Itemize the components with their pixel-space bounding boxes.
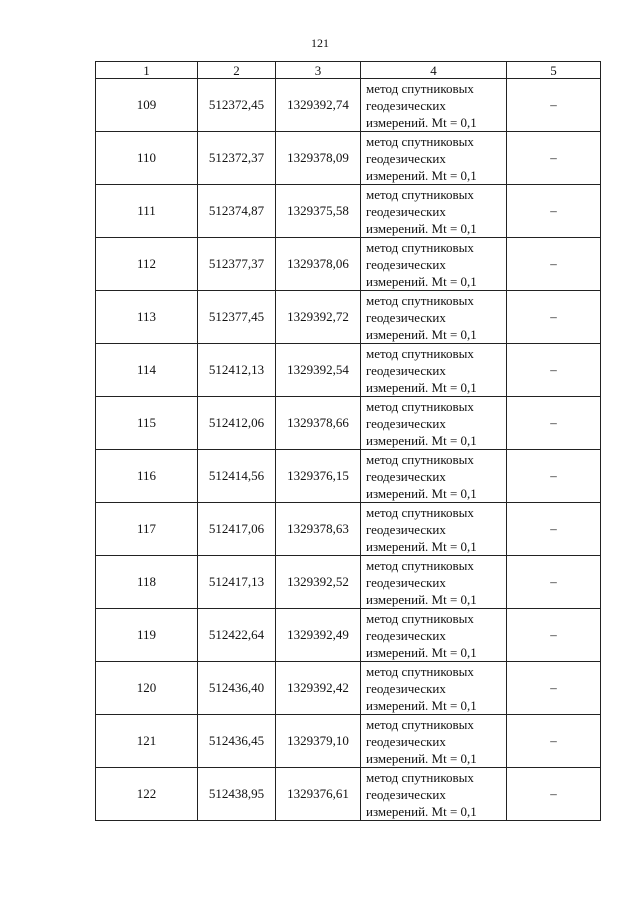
y-coordinate-cell: 1329375,58 — [276, 185, 361, 238]
table-row — [96, 397, 601, 450]
method-cell — [361, 662, 507, 715]
method-line: измерений. Mt = 0,1 — [366, 803, 477, 819]
method-line: измерений. Mt = 0,1 — [366, 326, 477, 342]
method-cell — [361, 556, 507, 609]
header-col-1: 1 — [96, 62, 198, 79]
method-line: измерений. Mt = 0,1 — [366, 114, 477, 130]
method-line: метод спутниковых — [366, 133, 474, 149]
method-line: измерений. Mt = 0,1 — [366, 379, 477, 395]
table-row — [96, 503, 601, 556]
table-row — [96, 715, 601, 768]
y-coordinate-cell: 1329378,06 — [276, 238, 361, 291]
y-coordinate-cell: 1329392,72 — [276, 291, 361, 344]
method-cell — [361, 344, 507, 397]
method-cell — [361, 291, 507, 344]
method-line: измерений. Mt = 0,1 — [366, 167, 477, 183]
point-number-cell: 110 — [96, 132, 198, 185]
x-coordinate-cell: 512417,06 — [198, 503, 276, 556]
note-cell: – — [507, 768, 601, 821]
y-coordinate-cell: 1329392,52 — [276, 556, 361, 609]
method-cell — [361, 185, 507, 238]
method-line: геодезических — [366, 97, 446, 113]
table-row — [96, 291, 601, 344]
method-line: метод спутниковых — [366, 345, 474, 361]
point-number-cell: 112 — [96, 238, 198, 291]
y-coordinate-cell: 1329392,54 — [276, 344, 361, 397]
point-number-cell: 111 — [96, 185, 198, 238]
method-line: метод спутниковых — [366, 80, 474, 96]
method-line: геодезических — [366, 680, 446, 696]
method-cell — [361, 450, 507, 503]
method-cell — [361, 609, 507, 662]
point-number-cell: 113 — [96, 291, 198, 344]
table-row — [96, 79, 601, 132]
x-coordinate-cell: 512377,37 — [198, 238, 276, 291]
coordinates-table — [95, 61, 601, 821]
method-line: измерений. Mt = 0,1 — [366, 220, 477, 236]
method-line: геодезических — [366, 256, 446, 272]
table-header-row — [96, 62, 601, 79]
method-line: геодезических — [366, 786, 446, 802]
point-number-cell: 117 — [96, 503, 198, 556]
method-line: метод спутниковых — [366, 451, 474, 467]
table-row — [96, 185, 601, 238]
method-line: геодезических — [366, 574, 446, 590]
point-number-cell: 119 — [96, 609, 198, 662]
point-number-cell: 118 — [96, 556, 198, 609]
method-line: метод спутниковых — [366, 504, 474, 520]
method-line: метод спутниковых — [366, 557, 474, 573]
table-row — [96, 609, 601, 662]
method-line: измерений. Mt = 0,1 — [366, 644, 477, 660]
method-line: метод спутниковых — [366, 186, 474, 202]
method-line: измерений. Mt = 0,1 — [366, 432, 477, 448]
y-coordinate-cell: 1329376,61 — [276, 768, 361, 821]
table-row — [96, 450, 601, 503]
method-line: измерений. Mt = 0,1 — [366, 697, 477, 713]
note-cell: – — [507, 132, 601, 185]
method-line: метод спутниковых — [366, 398, 474, 414]
y-coordinate-cell: 1329392,74 — [276, 79, 361, 132]
point-number-cell: 121 — [96, 715, 198, 768]
method-line: метод спутниковых — [366, 292, 474, 308]
point-number-cell: 122 — [96, 768, 198, 821]
x-coordinate-cell: 512417,13 — [198, 556, 276, 609]
page-number: 121 — [311, 36, 329, 50]
note-cell: – — [507, 185, 601, 238]
table-row — [96, 768, 601, 821]
point-number-cell: 109 — [96, 79, 198, 132]
method-line: измерений. Mt = 0,1 — [366, 591, 477, 607]
point-number-cell: 120 — [96, 662, 198, 715]
method-cell — [361, 132, 507, 185]
method-line: метод спутниковых — [366, 239, 474, 255]
method-line: геодезических — [366, 362, 446, 378]
x-coordinate-cell: 512436,45 — [198, 715, 276, 768]
note-cell: – — [507, 715, 601, 768]
y-coordinate-cell: 1329376,15 — [276, 450, 361, 503]
method-cell — [361, 503, 507, 556]
header-col-4: 4 — [361, 62, 507, 79]
method-line: геодезических — [366, 415, 446, 431]
note-cell: – — [507, 662, 601, 715]
note-cell: – — [507, 79, 601, 132]
table-row — [96, 662, 601, 715]
method-cell — [361, 79, 507, 132]
point-number-cell: 116 — [96, 450, 198, 503]
point-number-cell: 115 — [96, 397, 198, 450]
method-line: метод спутниковых — [366, 610, 474, 626]
x-coordinate-cell: 512412,06 — [198, 397, 276, 450]
x-coordinate-cell: 512372,45 — [198, 79, 276, 132]
method-line: геодезических — [366, 627, 446, 643]
x-coordinate-cell: 512438,95 — [198, 768, 276, 821]
header-col-5: 5 — [507, 62, 601, 79]
y-coordinate-cell: 1329392,42 — [276, 662, 361, 715]
x-coordinate-cell: 512372,37 — [198, 132, 276, 185]
method-line: метод спутниковых — [366, 716, 474, 732]
note-cell: – — [507, 609, 601, 662]
note-cell: – — [507, 397, 601, 450]
method-line: геодезических — [366, 150, 446, 166]
note-cell: – — [507, 238, 601, 291]
method-line: измерений. Mt = 0,1 — [366, 750, 477, 766]
method-line: геодезических — [366, 468, 446, 484]
table-row — [96, 556, 601, 609]
header-col-3: 3 — [276, 62, 361, 79]
x-coordinate-cell: 512414,56 — [198, 450, 276, 503]
method-line: метод спутниковых — [366, 769, 474, 785]
method-cell — [361, 397, 507, 450]
table-row — [96, 132, 601, 185]
y-coordinate-cell: 1329378,09 — [276, 132, 361, 185]
method-line: геодезических — [366, 521, 446, 537]
method-line: геодезических — [366, 733, 446, 749]
method-line: измерений. Mt = 0,1 — [366, 538, 477, 554]
method-line: геодезических — [366, 309, 446, 325]
table-row — [96, 344, 601, 397]
y-coordinate-cell: 1329378,63 — [276, 503, 361, 556]
table-row — [96, 238, 601, 291]
x-coordinate-cell: 512374,87 — [198, 185, 276, 238]
point-number-cell: 114 — [96, 344, 198, 397]
table-body — [96, 79, 601, 821]
note-cell: – — [507, 556, 601, 609]
x-coordinate-cell: 512422,64 — [198, 609, 276, 662]
method-cell — [361, 768, 507, 821]
method-cell — [361, 715, 507, 768]
x-coordinate-cell: 512436,40 — [198, 662, 276, 715]
method-line: измерений. Mt = 0,1 — [366, 485, 477, 501]
note-cell: – — [507, 503, 601, 556]
note-cell: – — [507, 344, 601, 397]
header-col-2: 2 — [198, 62, 276, 79]
x-coordinate-cell: 512412,13 — [198, 344, 276, 397]
method-line: метод спутниковых — [366, 663, 474, 679]
x-coordinate-cell: 512377,45 — [198, 291, 276, 344]
method-line: измерений. Mt = 0,1 — [366, 273, 477, 289]
method-cell — [361, 238, 507, 291]
method-line: геодезических — [366, 203, 446, 219]
note-cell: – — [507, 291, 601, 344]
y-coordinate-cell: 1329378,66 — [276, 397, 361, 450]
note-cell: – — [507, 450, 601, 503]
y-coordinate-cell: 1329392,49 — [276, 609, 361, 662]
y-coordinate-cell: 1329379,10 — [276, 715, 361, 768]
